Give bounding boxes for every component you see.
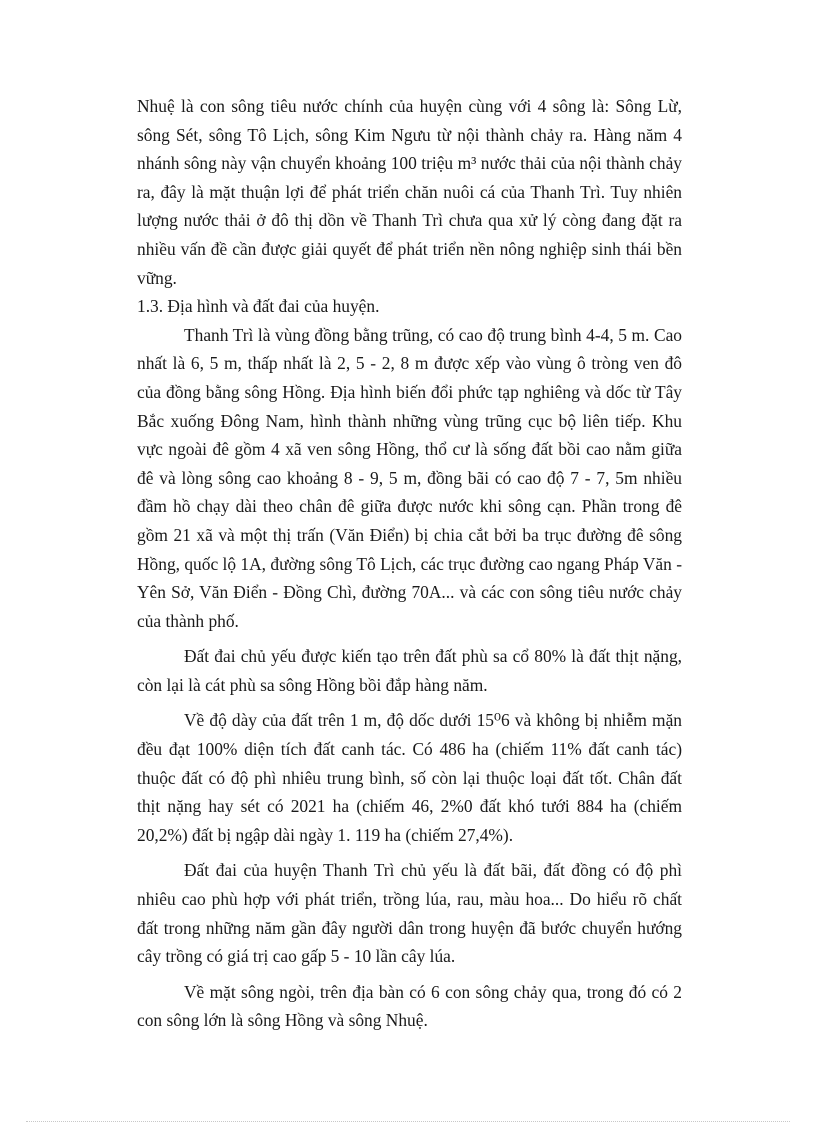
paragraph-soil-origin: Đất đai chủ yếu được kiến tạo trên đất phù sa cổ 80% là đất thịt nặng, còn lại là cát phù sa sông Hồng bồi đắp hàng năm. [137,646,682,695]
paragraph-rivers: Nhuệ là con sông tiêu nước chính của huyện cùng với 4 sông là: Sông Lừ, sông Sét, sông Tô Lịch, sông Kim Ngưu từ nội thành chảy ra. Hàng năm 4 nhánh sông này vận chuyển khoảng 100 triệu m³ nước thải của nội thành chảy ra, đây là mặt thuận lợi để phát triển chăn nuôi cá của Thanh Trì. Tuy nhiên lượng nước thải ở đô thị dồn về Thanh Trì chưa qua xử lý còng đang đặt ra nhiều vấn đề cần được giải quyết để phát triển nền nông nghiệp sinh thái bền vững. [137,96,682,288]
paragraph-terrain: Thanh Trì là vùng đồng bằng trũng, có cao độ trung bình 4-4, 5 m. Cao nhất là 6, 5 m, thấp nhất là 2, 5 - 2, 8 m được xếp vào vùng ô tròng ven đô của đồng bằng sông Hồng. Địa hình biến đổi phức tạp nghiêng và dốc từ Tây Bắc xuống Đông Nam, hình thành những vùng trũng cục bộ liên tiếp. Khu vực ngoài đê gồm 4 xã ven sông Hồng, thổ cư là sống đất bồi cao nằm giữa đê và lòng sông cao khoảng 8 - 9, 5 m, đồng bãi có cao độ 7 - 7, 5m nhiều đầm hồ chạy dài theo chân đê giữa được nước khi sông cạn. Phần trong đê gồm 21 xã và một thị trấn (Văn Điển) bị chia cắt bởi ba trục đường đê sông Hồng, quốc lộ 1A, đường sông Tô Lịch, các trục đường cao ngang Pháp Văn - Yên Sở, Văn Điển - Đồng Chì, đường 70A... và các con sông tiêu nước chảy của thành phố. [137,324,682,631]
paragraph-river-network: Về mặt sông ngòi, trên địa bàn có 6 con sông chảy qua, trong đó có 2 con sông lớn là sông Hồng và sông Nhuệ. [137,981,682,1031]
paragraph-land-use: Đất đai của huyện Thanh Trì chủ yếu là đất bãi, đất đồng có độ phì nhiêu cao phù hợp với phát triển, trồng lúa, rau, màu hoa... Do hiểu rõ chất đất trong những năm gần đây người dân trong huyện đã bước chuyển hướng cây trồng có giá trị cao gấp 5 - 10 lần cây lúa. [137,860,682,967]
paragraph-soil-depth: Về độ dày của đất trên 1 m, độ dốc dưới 15⁰6 và không bị nhiễm mặn đều đạt 100% diện tích đất canh tác. Có 486 ha (chiếm 11% đất canh tác) thuộc đất có độ phì nhiêu trung bình, số còn lại thuộc loại đất tốt. Chân đất thịt nặng hay sét có 2021 ha (chiếm 46, 2%0 đất khó tưới 884 ha (chiếm 20,2%) đất bị ngập dài ngày 1. 119 ha (chiếm 27,4%). [137,710,682,845]
section-heading: 1.3. Địa hình và đất đai của huyện. [137,296,380,317]
document-body [137,92,682,1035]
page-bottom-divider [26,1121,790,1122]
